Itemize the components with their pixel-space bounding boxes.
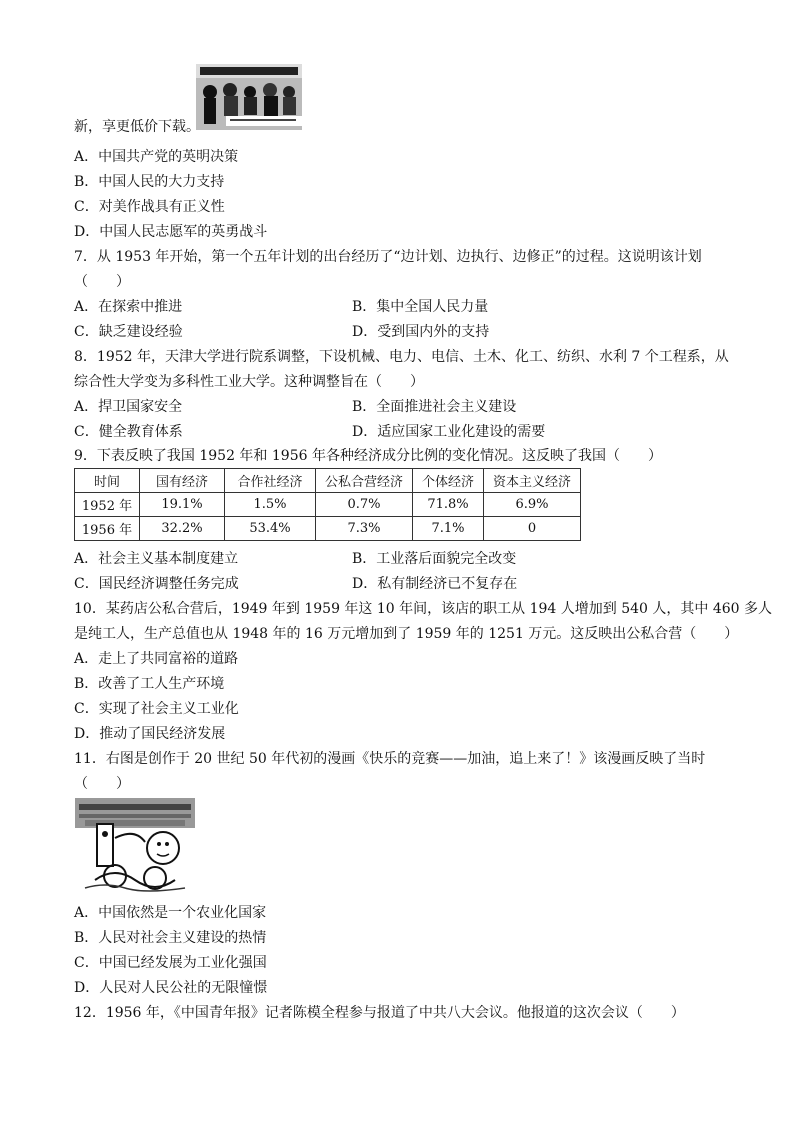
q8-stem: 8．1952 年，天津大学进行院系调整，下设机械、电力、电信、土木、化工、纺织、水利 7 个工程系，从: [74, 349, 729, 365]
table-cell: 0.7%: [316, 493, 413, 517]
economy-table: [74, 468, 581, 541]
table-cell: 0: [484, 517, 581, 541]
cartoon-image: [75, 798, 195, 893]
table-cell: 1.5%: [225, 493, 316, 517]
q10-stem: 10．某药店公私合营后，1949 年到 1959 年这 10 年间，该店的职工从 194 人增加到 540 人，其中 460 多人: [74, 601, 773, 617]
q6-option-c: C．对美作战具有正义性: [74, 199, 225, 215]
table-row: [75, 493, 581, 517]
q7-stem: 7．从 1953 年开始，第一个五年计划的出台经历了“边计划、边执行、边修正”的过程。这说明该计划: [74, 249, 702, 265]
q8-option-a: A．捍卫国家安全: [74, 399, 183, 415]
q12-stem: 12．1956 年，《中国青年报》记者陈模全程参与报道了中共八大会议。他报道的这次会议（ ）: [74, 1005, 685, 1021]
q10-option-a: A．走上了共同富裕的道路: [74, 651, 239, 667]
q8-stem-cont: 综合性大学变为多科性工业大学。这种调整旨在（ ）: [74, 374, 424, 390]
table-row: [75, 517, 581, 541]
q6-option-a: A．中国共产党的英明决策: [74, 149, 239, 165]
table-cell: 1952 年: [75, 493, 140, 517]
q11-option-a: A．中国依然是一个农业化国家: [74, 905, 267, 921]
table-header-cell: 合作社经济: [225, 469, 316, 493]
q9-option-a: A．社会主义基本制度建立: [74, 551, 239, 567]
table-cell: 32.2%: [140, 517, 225, 541]
q7-blank: （ ）: [74, 274, 130, 290]
q7-option-a: A．在探索中推进: [74, 299, 183, 315]
q11-option-b: B．人民对社会主义建设的热情: [74, 930, 267, 946]
table-header-cell: 时间: [75, 469, 140, 493]
table-cell: 1956 年: [75, 517, 140, 541]
table-cell: 19.1%: [140, 493, 225, 517]
q9-option-d: D．私有制经济已不复存在: [352, 576, 518, 592]
q7-option-b: B．集中全国人民力量: [352, 299, 489, 315]
table-header-cell: 公私合营经济: [316, 469, 413, 493]
q11-option-d: D．人民对人民公社的无限憧憬: [74, 980, 268, 996]
q10-option-b: B．改善了工人生产环境: [74, 676, 225, 692]
table-header-cell: 资本主义经济: [484, 469, 581, 493]
q10-option-d: D．推动了国民经济发展: [74, 726, 226, 742]
table-header-cell: 国有经济: [140, 469, 225, 493]
q8-option-b: B．全面推进社会主义建设: [352, 399, 517, 415]
q6-option-b: B．中国人民的大力支持: [74, 174, 225, 190]
table-cell: 7.1%: [413, 517, 484, 541]
q8-option-c: C．健全教育体系: [74, 424, 183, 440]
table-header-cell: 个体经济: [413, 469, 484, 493]
q7-option-d: D．受到国内外的支持: [352, 324, 490, 340]
q9-option-c: C．国民经济调整任务完成: [74, 576, 239, 592]
q11-blank: （ ）: [74, 776, 130, 792]
newspaper-photo: [196, 64, 302, 130]
q10-option-c: C．实现了社会主义工业化: [74, 701, 239, 717]
q11-stem: 11．右图是创作于 20 世纪 50 年代初的漫画《快乐的竞赛——加油，追上来了！》该漫画反映了当时: [74, 751, 706, 767]
table-cell: 6.9%: [484, 493, 581, 517]
table-cell: 7.3%: [316, 517, 413, 541]
q9-stem: 9．下表反映了我国 1952 年和 1956 年各种经济成分比例的变化情况。这反映了我国（ ）: [74, 448, 662, 464]
table-cell: 53.4%: [225, 517, 316, 541]
intro-line: 新，享更低价下载。: [74, 119, 200, 135]
table-cell: 71.8%: [413, 493, 484, 517]
q10-stem-cont: 是纯工人，生产总值也从 1948 年的 16 万元增加到了 1959 年的 1251 万元。这反映出公私合营（ ）: [74, 626, 739, 642]
q11-option-c: C．中国已经发展为工业化强国: [74, 955, 267, 971]
q6-option-d: D．中国人民志愿军的英勇战斗: [74, 224, 268, 240]
q8-option-d: D．适应国家工业化建设的需要: [352, 424, 546, 440]
q7-option-c: C．缺乏建设经验: [74, 324, 183, 340]
q9-option-b: B．工业落后面貌完全改变: [352, 551, 517, 567]
table-header-row: [75, 469, 581, 493]
